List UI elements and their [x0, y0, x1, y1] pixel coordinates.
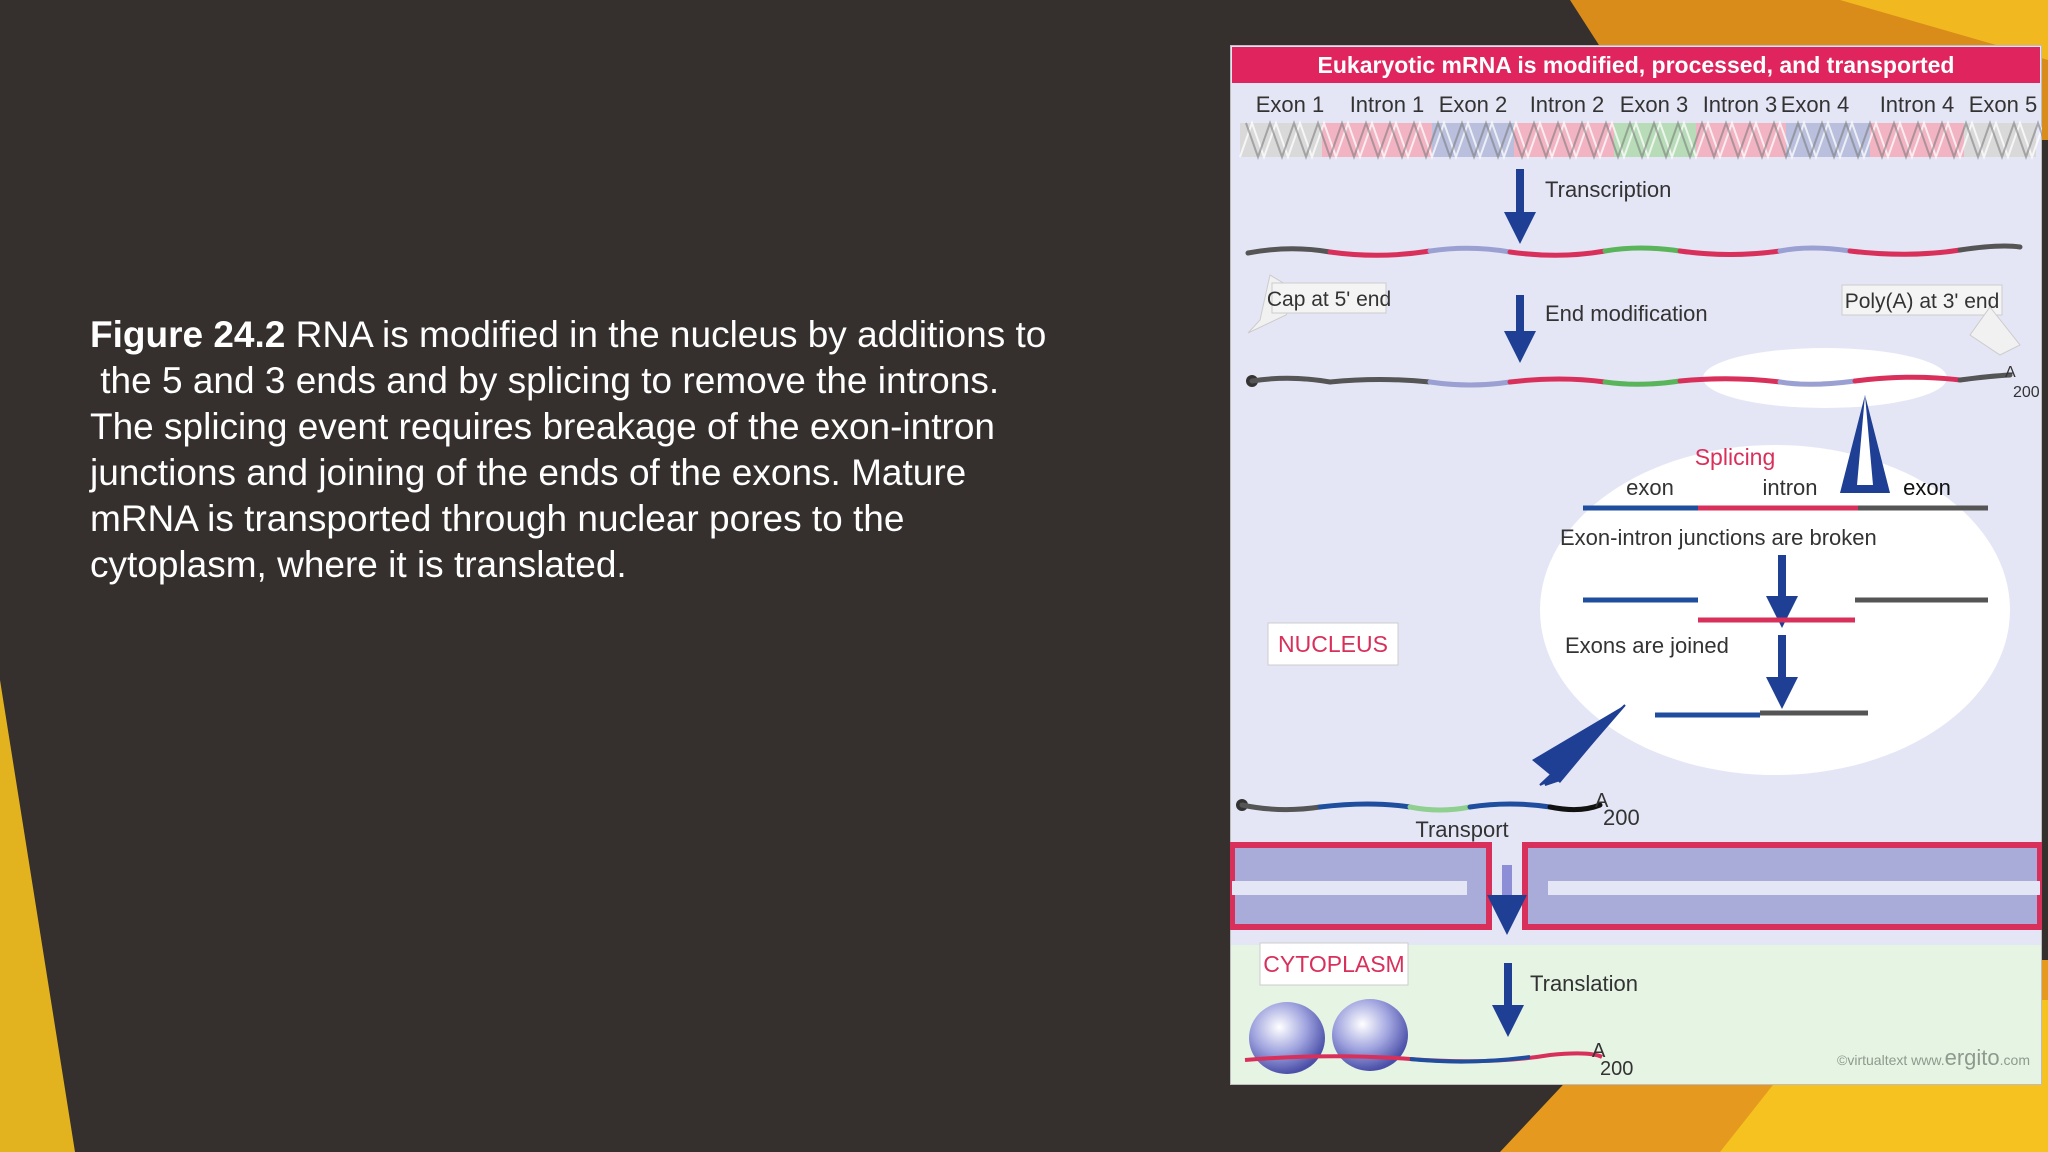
credit-suffix: .com	[1999, 1052, 2030, 1068]
label-intron-2: Intron 2	[1529, 92, 1605, 117]
label-exon-2: Exon 2	[1438, 92, 1508, 117]
splicing-label: Splicing	[1694, 444, 1776, 470]
figure-title: Eukaryotic mRNA is modified, processed, and transported	[1317, 52, 1955, 78]
transcription-label: Transcription	[1545, 177, 1672, 202]
caption-line-2: the 5 and 3 ends and by splicing to remove the introns.	[90, 360, 1000, 401]
polya-tail-a: A	[2005, 364, 2016, 381]
nucleus-label: NUCLEUS	[1278, 631, 1388, 657]
label-intron-4: Intron 4	[1879, 92, 1955, 117]
caption-line-4: junctions and joining of the ends of the exons. Mature	[90, 452, 967, 493]
label-exon-5: Exon 5	[1968, 92, 2038, 117]
caption-line-6: cytoplasm, where it is translated.	[90, 544, 627, 585]
ribosome-2	[1332, 999, 1408, 1071]
credit-brand: ergito	[1944, 1045, 2000, 1070]
label-exon-4: Exon 4	[1780, 92, 1850, 117]
cyto-polya-200: 200	[1600, 1058, 1634, 1080]
mature-polya-a: A	[1595, 790, 1609, 812]
caption-line-5: mRNA is transported through nuclear pores to the	[90, 498, 905, 539]
label-exon-3: Exon 3	[1619, 92, 1689, 117]
envelope-left-inner	[1232, 881, 1467, 895]
polya-label: Poly(A) at 3' end	[1844, 290, 2000, 313]
mod-intron-1	[1330, 380, 1430, 383]
splice-exon-left-label: exon	[1626, 475, 1674, 500]
splice-intron-label: intron	[1762, 475, 1818, 500]
mature-polya-200: 200	[1603, 805, 1640, 830]
credit-prefix: ©virtualtext www.	[1837, 1052, 1945, 1068]
cap-label: Cap at 5' end	[1266, 288, 1392, 311]
label-intron-3: Intron 3	[1702, 92, 1778, 117]
caption-line-3: The splicing event requires breakage of the exon-intron	[90, 406, 995, 447]
translation-label: Translation	[1530, 971, 1639, 996]
gene-segment-labels	[1256, 92, 2038, 117]
caption-text: RNA is modified in the nucleus by additions to	[285, 314, 1047, 355]
label-intron-1: Intron 1	[1349, 92, 1425, 117]
end-modification-label: End modification	[1545, 301, 1708, 326]
junctions-broken-label: Exon-intron junctions are broken	[1560, 525, 1877, 550]
envelope-right-inner	[1548, 881, 2040, 895]
label-exon-1: Exon 1	[1255, 92, 1325, 117]
exons-joined-label: Exons are joined	[1565, 633, 1729, 658]
caption-line-1	[90, 312, 1110, 358]
transport-label: Transport	[1415, 817, 1509, 842]
splice-exon-right-label: exon	[1903, 475, 1951, 500]
figure-caption	[90, 312, 1110, 588]
nuclear-envelope	[1232, 845, 2040, 927]
mrna-processing-diagram	[1230, 45, 2042, 1085]
gene-dna-band	[1240, 123, 2042, 157]
cytoplasm-label: CYTOPLASM	[1263, 951, 1405, 977]
polya-tail-200: 200	[2013, 384, 2040, 401]
figure-number: Figure 24.2	[90, 314, 286, 355]
cyto-polya-a: A	[1592, 1040, 1606, 1062]
ribosome-1	[1249, 1002, 1325, 1074]
